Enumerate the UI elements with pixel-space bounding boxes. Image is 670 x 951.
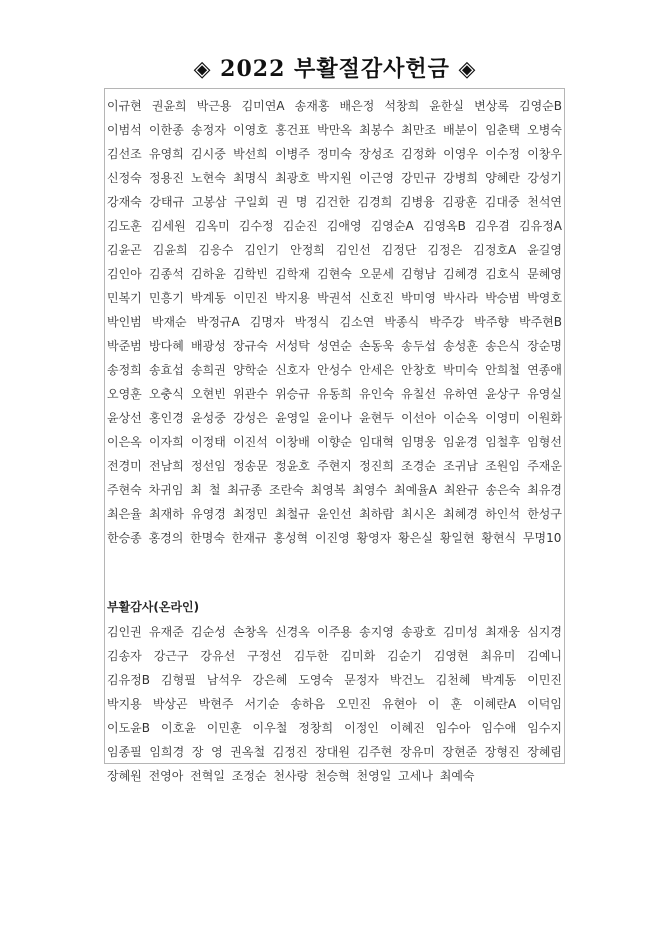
page-title: ◈ 2022 부활절감사헌금 ◈	[193, 56, 477, 82]
online-donor-list: 김인권 유재준 김순성 손창옥 신경옥 이주용 송지영 송광호 김미성 최재웅 심지경 김송자 강근구 강유선 구정선 김두한 김미화 김순기 김영현 최유미 김예니 김유정B 김형필 남석우 강은혜 도영숙 문정자 박건노 김천혜 박계동 이민진 박지용 박상곤 박현주 서기순 송하음 오민진 유현아 이 훈 이혜란A 이덕임 이도윤B 이호윤 이민훈 이우철 정창희 이정인 이혜진 임수아 임수애 임수지 임종필 임희경 장 영 권옥철 김정진 장대원 김주현 장유미 장현준 장형진 장혜림 장혜원 전영아 전혁일 조정순 천사랑 천승혁 천영일 고세나 최예숙	[107, 625, 562, 783]
donor-list: 이규현 권윤희 박근용 김미연A 송재홍 배은정 석창희 윤한실 변상록 김영순B 이범석 이한종 송정자 이영호 홍건표 박만옥 최봉수 최만조 배분이 임춘택 오병숙 김선조 유영희 김시중 박선희 이병주 정미숙 장성조 김정화 이영우 이수정 이창우 신정숙 정용진 노현숙 최명식 최광호 박지원 이근영 강민규 강병희 양혜란 강성기 강재숙 강태규 고봉삼 구일회 권 명 김건한 김경희 김병융 김광훈 김대중 천석연 김도훈 김세원 김옥미 김수정 김순진 김애영 김영순A 김영옥B 김우겸 김유정A 김윤곤 김윤희 김응수 김인기 안정희 김인선 김정단 김정은 김정호A 윤길영 김인아 김종석 김하윤 김학빈 김학재 김현숙 오문세 김형남 김혜경 김호식 문혜영 민복기 민흥기 박계동 이민진 박지용 박권석 신호진 박미영 박사라 박승범 박영호 박인범 박재순 박정규A 김명자 박정식 김소연 박종식 박주강 박주향 박주현B 박준범 방다혜 배광성 장규숙 서성탁 성연순 손동욱 송두섭 송성훈 송은식 장순명 송정희 송효섭 송희권 양학순 신호자 안성수 안세은 안창호 박미숙 안희철 연종애 오영훈 오충식 오현빈 위관수 위승규 유동희 유인숙 유칠선 유하연 윤상구 유영실 윤상선 홍인경 윤성중 강성은 윤영일 윤이나 윤현두 이선아 이순옥 이영미 이원화 이은옥 이자희 이정태 이진석 이창배 이향순 임대혁 임명웅 임윤경 임철후 임형선 전경미 전남희 정선임 정송문 정윤호 주현지 정진희 조경순 조귀남 조원임 주재운 주현숙 차귀임 최 철 최규종 조란숙 최영복 최영수 최예율A 최완규 송은숙 최유경 최은율 최재하 유영경 최정민 최철규 윤인선 최하람 최시온 최혜경 하인석 한성구 한승종 홍경의 한명숙 한재규 홍성혁 이진영 황영자 황은실 황일현 황현식 무명10	[107, 99, 562, 545]
online-section-heading: 부활감사(온라인)	[107, 600, 200, 614]
